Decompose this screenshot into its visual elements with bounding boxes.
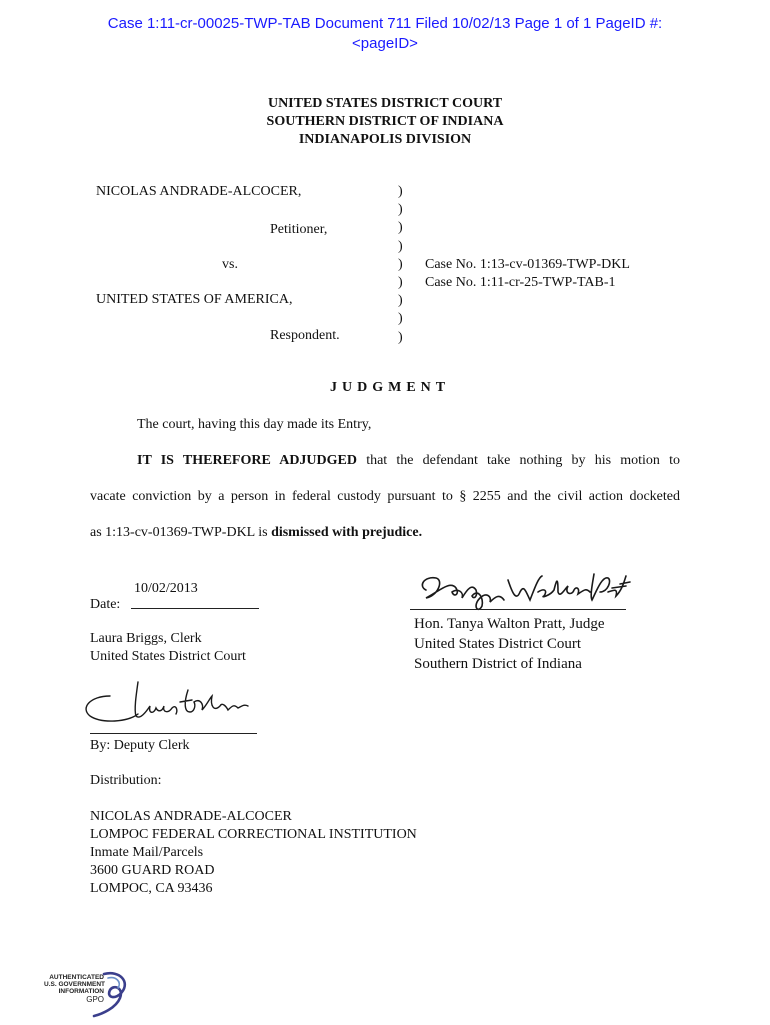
respondent-role: Respondent. [270, 328, 340, 343]
court-division: INDIANAPOLIS DIVISION [298, 132, 472, 147]
filing-header-line1: Case 1:11-cr-00025-TWP-TAB Document 711 Filed 10/02/13 Page 1 of 1 PageID #: [107, 15, 663, 32]
clerk-name: Laura Briggs, Clerk [90, 631, 202, 646]
case-number-civil: Case No. 1:13-cv-01369-TWP-DKL [425, 257, 630, 272]
clerk-court: United States District Court [90, 649, 246, 664]
caption-paren: ) [398, 275, 403, 291]
judge-name: Hon. Tanya Walton Pratt, Judge [414, 616, 605, 632]
distribution-line: Inmate Mail/Parcels [90, 845, 204, 860]
judgment-title: JUDGMENT [330, 380, 451, 395]
distribution-label: Distribution: [90, 773, 162, 788]
petitioner-name: NICOLAS ANDRADE-ALCOCER, [96, 184, 302, 199]
adjudged-phrase: IT IS THEREFORE ADJUDGED [137, 453, 357, 468]
judgment-paragraph-line3 [90, 524, 422, 542]
case-number-criminal: Case No. 1:11-cr-25-TWP-TAB-1 [425, 275, 616, 290]
judge-signature-line [410, 609, 626, 610]
petitioner-role: Petitioner, [270, 222, 328, 237]
clerk-signature [80, 676, 260, 728]
caption-paren: ) [398, 293, 403, 309]
caption-paren: ) [398, 220, 403, 236]
date-underline [131, 608, 259, 609]
judgment-paragraph-line1 [137, 452, 680, 470]
adjudged-rest: that the defendant take nothing by his motion to [357, 453, 680, 468]
distribution-line: 3600 GUARD ROAD [90, 863, 215, 878]
date-value: 10/02/2013 [134, 581, 198, 596]
caption-paren: ) [398, 184, 403, 199]
gpo-seal-text: INFORMATION [58, 988, 104, 995]
deputy-clerk-label: By: Deputy Clerk [90, 738, 190, 753]
versus-label: vs. [222, 257, 238, 272]
clerk-signature-line [90, 733, 257, 734]
caption-paren: ) [398, 238, 403, 254]
gpo-seal-text: U.S. GOVERNMENT [44, 981, 106, 988]
judgment-paragraph-line2: vacate conviction by a person in federal custody pursuant to § 2255 and the civil action docketed [90, 489, 680, 504]
gpo-seal-text: GPO [86, 995, 104, 1004]
filing-header-line2: <pageID> [352, 35, 418, 52]
court-name: UNITED STATES DISTRICT COURT [267, 96, 503, 111]
judgment-intro: The court, having this day made its Entry, [137, 417, 372, 432]
distribution-line: LOMPOC, CA 93436 [90, 881, 213, 896]
distribution-line: LOMPOC FEDERAL CORRECTIONAL INSTITUTION [90, 827, 417, 842]
caption-paren: ) [398, 256, 403, 272]
respondent-name: UNITED STATES OF AMERICA, [96, 292, 293, 307]
judge-signature [412, 562, 632, 614]
caption-paren: ) [398, 329, 403, 345]
caption-paren: ) [398, 311, 403, 327]
court-district: SOUTHERN DISTRICT OF INDIANA [266, 114, 504, 129]
judgment-line3-start: as 1:13-cv-01369-TWP-DKL is [90, 525, 272, 540]
judge-court: United States District Court [414, 636, 582, 652]
caption-parentheses [398, 183, 403, 347]
judge-district: Southern District of Indiana [414, 656, 582, 672]
gpo-seal-text: AUTHENTICATED [49, 974, 104, 981]
distribution-line: NICOLAS ANDRADE-ALCOCER [90, 809, 292, 824]
caption-paren: ) [398, 202, 403, 218]
date-label: Date: [90, 597, 121, 612]
gpo-authentication-seal [44, 968, 134, 1025]
dismissed-phrase: dismissed with prejudice. [271, 525, 423, 540]
